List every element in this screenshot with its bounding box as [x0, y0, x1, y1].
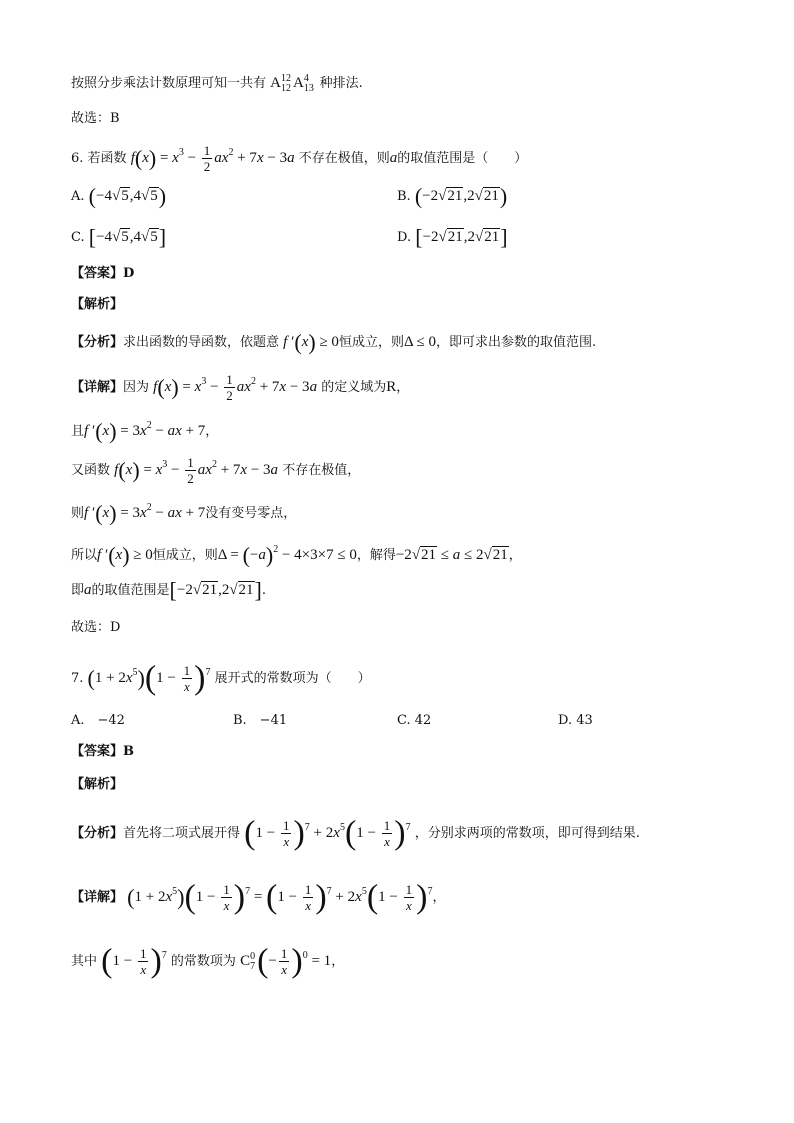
detail-6-line-2: 且f $'(x) = 3x^2$ − ax + 7，	[71, 418, 219, 444]
choose-d: 故选：D	[71, 620, 121, 635]
intro-text: 按照分步乘法计数原理可知一共有	[71, 76, 267, 91]
q7-option-d: D. 43	[558, 713, 593, 728]
detail-6-line-5: 所以f ′(x) ≥ 0恒成立，则$\Delta = (-a)^2 - 4\times 3\times 7 \le 0$，解得−2√21 ≤ a ≤ 2√21，	[71, 542, 522, 568]
perm-expression: A 12 12 A 4 13	[270, 72, 314, 94]
analysis-7-heading: 【解析】	[71, 777, 124, 792]
detail-6-line-1: 【详解】因为 $f(x) = x^3$ − $\frac{1}{2}$ $ax^2 + 7x - 3a$ 的定义域为R，	[71, 372, 410, 404]
detail-6-line-4: 则f $'(x) = 3x^2$ − ax + 7没有变号零点，	[71, 500, 297, 526]
option-d: D. [−2√21,2√21]	[397, 224, 508, 250]
intro-tail: 种排法.	[319, 76, 363, 91]
choose-b: 故选：B	[71, 111, 120, 126]
answer-6: 【答案】D	[71, 266, 135, 281]
q7-option-b: B. −41	[233, 713, 288, 728]
analysis-6-heading: 【解析】	[71, 297, 124, 312]
q7-option-c: C. 42	[397, 713, 432, 728]
option-c: C. [−4√5,4√5]	[71, 224, 167, 250]
question-6-stem: 6. 若函数 $f(x) = x^3$ − $\frac{1}{2}$ $ax^2 + 7x - 3a$ 不存在极值，则a的取值范围是（ ）	[71, 143, 528, 175]
option-b: B. (−2√21,2√21)	[397, 183, 508, 209]
analysis-7-summary: 【分析】首先将二项式展开得 (1 − $\frac{1}{x}$ )$^7 + 2x^5(1$ − $\frac{1}{x}$ )$^7$ ，分别求两项的常数项，即可得到结果.	[71, 814, 640, 852]
question-7-stem: 7. $(1 + 2x^5)(1$ − $\frac{1}{x}$ )$^7$ 展开式的常数项为（ ）	[71, 659, 371, 697]
analysis-6-summary: 【分析】求出函数的导函数，依题意 f ′(x) ≥ 0恒成立，则Δ ≤ 0，即可求出参数的取值范围.	[71, 329, 597, 355]
detail-6-line-3: 又函数 $f(x) = x^3$ − $\frac{1}{2}$ $ax^2 + 7x - 3a$ 不存在极值，	[71, 455, 361, 487]
q7-option-a: A. −42	[71, 713, 125, 728]
detail-6-line-6: 即a的取值范围是[−2√21,2√21].	[71, 577, 267, 603]
detail-7-line-1: 【详解】 $(1 + 2x^5)(1$ − $\frac{1}{x}$ )$^7$ = (1 − $\frac{1}{x}$ )$^7 + 2x^5(1$ − $\frac{1}{x}$ )$^7$，	[71, 878, 446, 916]
answer-7: 【答案】B	[71, 744, 134, 759]
option-a: A. (−4√5,4√5)	[71, 183, 167, 209]
detail-7-line-2: 其中 (1 − $\frac{1}{x}$ )$^7$ 的常数项为 C 0 7 (− $\frac{1}{x}$ )$^0$ = 1，	[71, 942, 345, 980]
intro-line	[71, 73, 363, 94]
